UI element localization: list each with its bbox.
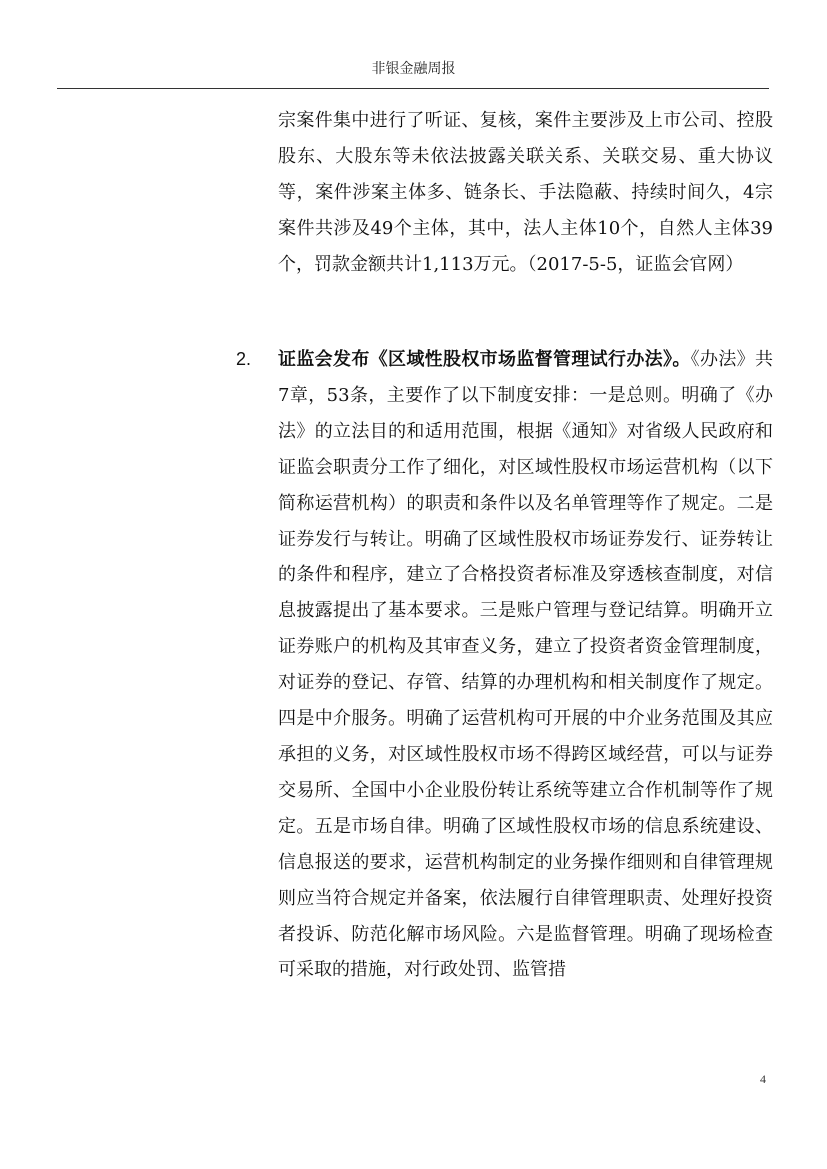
page-number: 4 — [760, 1072, 766, 1086]
running-header: 非银金融周报 — [371, 61, 456, 77]
list-item-paragraph — [278, 342, 773, 988]
list-item-number: 2. — [236, 349, 252, 369]
continuation-paragraph: 宗案件集中进行了听证、复核，案件主要涉及上市公司、控股股东、大股东等未依法披露关联关系、关联交易、重大协议等，案件涉案主体多、链条长、手法隐蔽、持续时间久，4宗案件共涉及49个主体，其中，法人主体10个，自然人主体39个，罚款金额共计1,113万元。（2017-5-5，证监会官网） — [278, 110, 773, 275]
header-divider — [57, 88, 769, 89]
list-item-title: 证监会发布《区域性股权市场监督管理试行办法》。 — [278, 349, 691, 370]
list-item-body: 《办法》共7章，53条，主要作了以下制度安排：一是总则。明确了《办法》的立法目的和适用范围，根据《通知》对省级人民政府和证监会职责分工作了细化，对区域性股权市场运营机构（以下简称运营机构）的职责和条件以及名单管理等作了规定。二是证券发行与转让。明确了区域性股权市场证券发行、证券转让的条件和程序，建立了合格投资者标准及穿透核查制度，对信息披露提出了基本要求。三是账户管理与登记结算。明确开立证券账户的机构及其审查义务，建立了投资者资金管理制度，对证券的登记、存管、结算的办理机构和相关制度作了规定。四是中介服务。明确了运营机构可开展的中介业务范围及其应承担的义务，对区域性股权市场不得跨区域经营，可以与证券交易所、全国中小企业股份转让系统等建立合作机制等作了规定。五是市场自律。明确了区域性股权市场的信息系统建设、信息报送的要求，运营机构制定的业务操作细则和自律管理规则应当符合规定并备案，依法履行自律管理职责、处理好投资者投诉、防范化解市场风险。六是监督管理。明确了现场检查可采取的措施，对行政处罚、监管措 — [278, 349, 774, 981]
